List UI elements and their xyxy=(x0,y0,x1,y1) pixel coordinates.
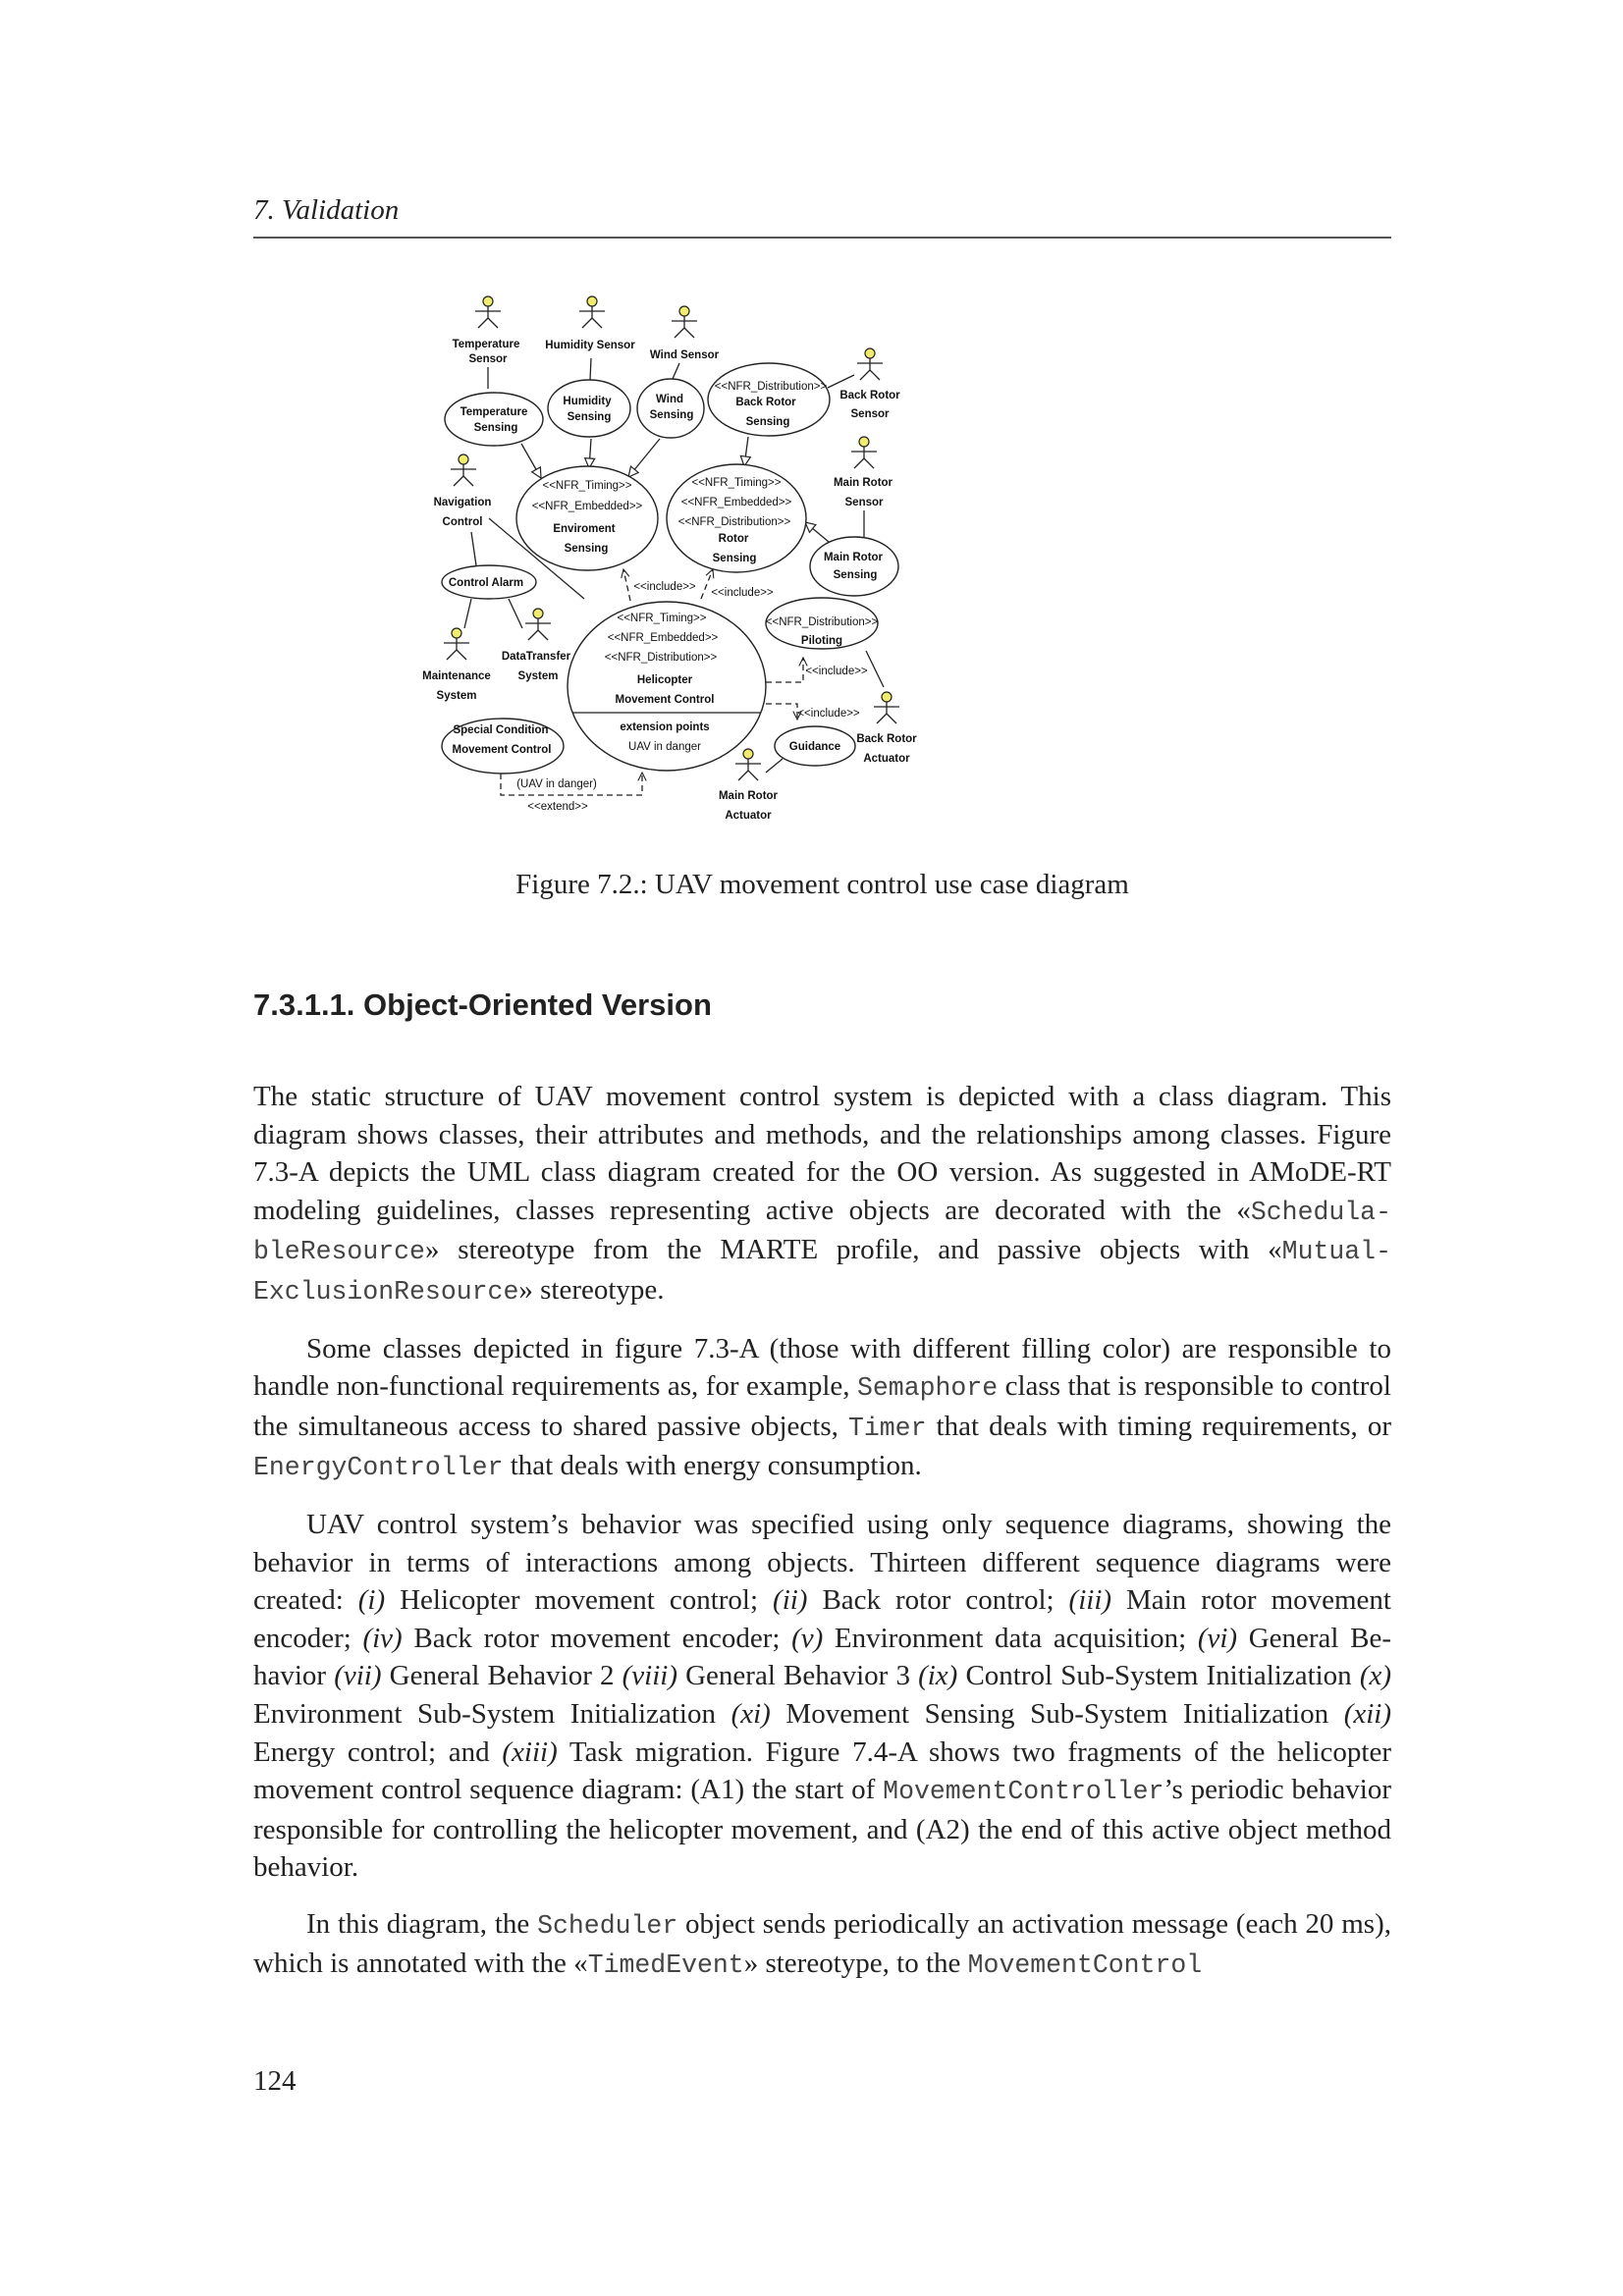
svg-text:Main Rotor: Main Rotor xyxy=(718,790,779,802)
svg-text:Special Condition: Special Condition xyxy=(453,724,549,736)
text-run: Helicopter movement control; xyxy=(385,1584,774,1617)
svg-text:UAV in danger: UAV in danger xyxy=(628,741,701,753)
code-term: MovementControl xyxy=(967,1950,1203,1981)
svg-text:Back Rotor: Back Rotor xyxy=(839,390,900,401)
text-run: Movement Sensing Sub-System Initialization xyxy=(770,1697,1344,1730)
code-term: SchedulableResource xyxy=(253,1197,1391,1267)
running-head: 7. Validation xyxy=(253,194,400,226)
actor-back-rotor-actuator xyxy=(856,692,917,765)
svg-text:Sensing: Sensing xyxy=(564,543,609,555)
svg-text:Main Rotor: Main Rotor xyxy=(833,477,893,489)
usecase-piloting xyxy=(766,598,879,649)
svg-text:Sensing: Sensing xyxy=(567,411,612,423)
include-label: <<include>> xyxy=(633,581,696,593)
text-run: (v) xyxy=(791,1622,824,1654)
usecase-rotor-sensing xyxy=(667,464,806,572)
actor-navigation-control xyxy=(434,454,492,528)
paragraph xyxy=(253,1330,1391,1487)
actor-maintenance-system xyxy=(422,628,491,702)
svg-text:Sensing: Sensing xyxy=(745,416,790,428)
svg-text:Main Rotor: Main Rotor xyxy=(823,552,884,563)
extend-label: <<extend>> xyxy=(527,801,588,813)
text-run: (viii) xyxy=(622,1660,677,1692)
svg-text:Wind: Wind xyxy=(656,394,683,405)
svg-text:Rotor: Rotor xyxy=(718,533,749,545)
text-run: General Behavior 2 xyxy=(381,1660,622,1692)
text-run: (vii) xyxy=(334,1660,382,1692)
svg-text:Movement Control: Movement Control xyxy=(615,694,715,706)
text-run: class that is responsible to control the simultaneous access to shared passive objects, xyxy=(253,1370,1391,1442)
usecase-guidance xyxy=(775,726,855,766)
svg-text:Back Rotor: Back Rotor xyxy=(735,397,796,408)
text-run: that deals with energy consumption. xyxy=(503,1450,922,1482)
svg-text:Humidity Sensor: Humidity Sensor xyxy=(545,340,635,351)
text-run: (vi) xyxy=(1197,1622,1238,1654)
usecase-temperature-sensing xyxy=(445,393,543,446)
text-run: (iii) xyxy=(1068,1584,1112,1617)
svg-text:<<NFR_Distribution>>: <<NFR_Distribution>> xyxy=(714,381,828,393)
svg-text:Sensor: Sensor xyxy=(844,497,884,508)
svg-text:Wind Sensor: Wind Sensor xyxy=(649,349,720,361)
svg-text:Actuator: Actuator xyxy=(725,810,772,822)
text-run: Control Sub-System Initialization xyxy=(957,1660,1360,1692)
use-case-diagram xyxy=(422,285,1237,844)
text-run: (xiii) xyxy=(502,1735,558,1768)
text-run: The static structure of UAV movement control system is depicted with a class diagram. This diagram shows classes, their attributes and methods, and the relationships among classes. Figure 7.3-A depicts the UML class diagram created for the OO version. As suggested in AMoDE-RT modeling guidelines, classes representing active objects are decorated with the « xyxy=(253,1081,1391,1226)
text-run: (x) xyxy=(1359,1660,1391,1692)
svg-text:Back Rotor: Back Rotor xyxy=(856,733,917,745)
svg-text:Sensing: Sensing xyxy=(833,569,878,581)
svg-text:Sensing: Sensing xyxy=(712,553,757,564)
header-rule xyxy=(253,237,1391,239)
text-run: Main rotor movement encoder; xyxy=(253,1584,1391,1654)
svg-text:<<NFR_Distribution>>: <<NFR_Distribution>> xyxy=(677,516,791,528)
include-label: <<include>> xyxy=(797,708,860,720)
usecase-special-condition xyxy=(442,719,564,774)
svg-text:Sensing: Sensing xyxy=(473,422,518,434)
text-run: General Behavior 3 xyxy=(676,1660,919,1692)
svg-text:<<NFR_Embedded>>: <<NFR_Embedded>> xyxy=(607,632,719,644)
text-run: In this diagram, the xyxy=(306,1907,538,1940)
text-run: (ii) xyxy=(773,1584,808,1617)
code-term: Timer xyxy=(847,1413,927,1443)
usecase-wind-sensing xyxy=(637,379,704,438)
page-number: 124 xyxy=(253,2065,297,2097)
text-run: Environment Sub-System Initialization xyxy=(253,1697,731,1730)
svg-text:System: System xyxy=(517,670,559,682)
include-label: <<include>> xyxy=(805,666,868,677)
actor-humidity-sensor xyxy=(545,296,635,351)
include-label: <<include>> xyxy=(711,587,774,599)
svg-text:extension points: extension points xyxy=(620,721,710,733)
svg-text:DataTransfer: DataTransfer xyxy=(501,651,571,663)
svg-text:Enviroment: Enviroment xyxy=(553,523,616,535)
text-run: object sends periodically an activation message (each 20 ms), which is annotated with the « xyxy=(253,1907,1391,1980)
svg-text:Sensing: Sensing xyxy=(649,409,694,421)
actor-wind-sensor xyxy=(650,306,720,361)
code-term: TimedEvent xyxy=(587,1950,744,1981)
text-run: Environment data acquisition; xyxy=(823,1622,1198,1654)
figure-caption: Figure 7.2.: UAV movement control use case diagram xyxy=(515,869,1129,900)
text-run: UAV control system’s behavior was specified using only sequence diagrams, showing the behavior in terms of interactions among objects. Thirteen different sequence diagrams were created: xyxy=(253,1508,1391,1617)
text-run: Energy control; and xyxy=(253,1735,503,1768)
paragraph xyxy=(253,1905,1391,1985)
svg-text:<<NFR_Embedded>>: <<NFR_Embedded>> xyxy=(680,497,792,508)
code-term: EnergyController xyxy=(253,1453,504,1483)
actor-temperature-sensor xyxy=(453,296,520,365)
code-term: MovementController xyxy=(883,1777,1164,1807)
svg-text:Sensor: Sensor xyxy=(468,353,508,365)
svg-text:<<NFR_Embedded>>: <<NFR_Embedded>> xyxy=(531,501,643,512)
svg-text:<<NFR_Distribution>>: <<NFR_Distribution>> xyxy=(604,652,718,664)
text-run: (iv) xyxy=(362,1622,403,1654)
svg-text:Humidity: Humidity xyxy=(563,396,612,407)
section-heading: 7.3.1.1. Object-Oriented Version xyxy=(253,988,712,1022)
text-run: ’s periodic behavior responsible for controlling the helicopter movement, and (A2) the end of this active object method behavior. xyxy=(253,1774,1391,1884)
svg-text:Navigation: Navigation xyxy=(433,497,492,508)
body-text xyxy=(253,1078,1391,2003)
svg-text:Temperature: Temperature xyxy=(460,406,528,418)
actor-back-rotor-sensor xyxy=(839,348,900,420)
svg-text:Maintenance: Maintenance xyxy=(422,670,491,682)
usecase-back-rotor-sensing xyxy=(708,363,830,436)
svg-text:Guidance: Guidance xyxy=(788,741,841,753)
extend-relation xyxy=(501,773,642,813)
svg-text:Control Alarm: Control Alarm xyxy=(448,577,524,589)
svg-text:Helicopter: Helicopter xyxy=(636,674,693,686)
actor-main-rotor-sensor xyxy=(834,437,893,508)
text-run: General Behavior xyxy=(253,1622,1391,1692)
svg-text:Actuator: Actuator xyxy=(863,753,910,765)
usecase-humidity-sensing xyxy=(548,380,630,437)
text-run: that deals with timing requirements, or xyxy=(926,1410,1391,1442)
svg-text:Sensor: Sensor xyxy=(850,408,890,420)
svg-text:Movement Control: Movement Control xyxy=(452,744,552,756)
paragraph xyxy=(253,1506,1391,1887)
text-run: (xii) xyxy=(1343,1697,1391,1730)
usecase-control-alarm xyxy=(442,565,536,599)
text-run: Back rotor control; xyxy=(807,1584,1069,1617)
usecase-main-rotor-sensing xyxy=(810,537,898,596)
text-run: (xi) xyxy=(730,1697,771,1730)
svg-text:<<NFR_Timing>>: <<NFR_Timing>> xyxy=(542,480,632,492)
extend-condition: (UAV in danger) xyxy=(516,778,597,790)
text-run: Some classes depicted in figure 7.3-A (those with different filling color) are responsible to handle non-functional requirements as, for example, xyxy=(253,1332,1391,1403)
usecase-enviroment-sensing xyxy=(516,466,658,570)
code-term: MutualExclusionResource xyxy=(253,1237,1391,1307)
svg-text:<<NFR_Timing>>: <<NFR_Timing>> xyxy=(691,477,782,489)
paragraph xyxy=(253,1078,1391,1311)
actor-datatransfer-system xyxy=(502,609,571,682)
code-term: Semaphore xyxy=(857,1373,999,1404)
svg-text:Control: Control xyxy=(442,516,483,528)
svg-text:System: System xyxy=(436,690,477,702)
text-run: » stereotype. xyxy=(518,1273,665,1306)
text-run: Back rotor movement encoder; xyxy=(402,1622,792,1654)
text-run: (i) xyxy=(357,1584,386,1617)
code-term: Scheduler xyxy=(537,1910,678,1941)
svg-text:<<NFR_Timing>>: <<NFR_Timing>> xyxy=(617,613,707,624)
usecase-helicopter-movement-control xyxy=(568,602,766,771)
svg-text:Piloting: Piloting xyxy=(800,635,843,647)
svg-text:Temperature: Temperature xyxy=(452,339,520,350)
actor-main-rotor-actuator xyxy=(719,749,779,822)
text-run: (ix) xyxy=(918,1660,958,1692)
text-run: » stereotype, to the xyxy=(743,1948,968,1980)
text-run: » stereotype from the MARTE profile, and passive objects with « xyxy=(424,1234,1282,1266)
text-run: Task migration. Figure 7.4-A shows two fragments of the helicopter movement control sequence diagram: (A1) the start of xyxy=(253,1735,1392,1806)
svg-text:<<NFR_Distribution>>: <<NFR_Distribution>> xyxy=(765,616,879,628)
